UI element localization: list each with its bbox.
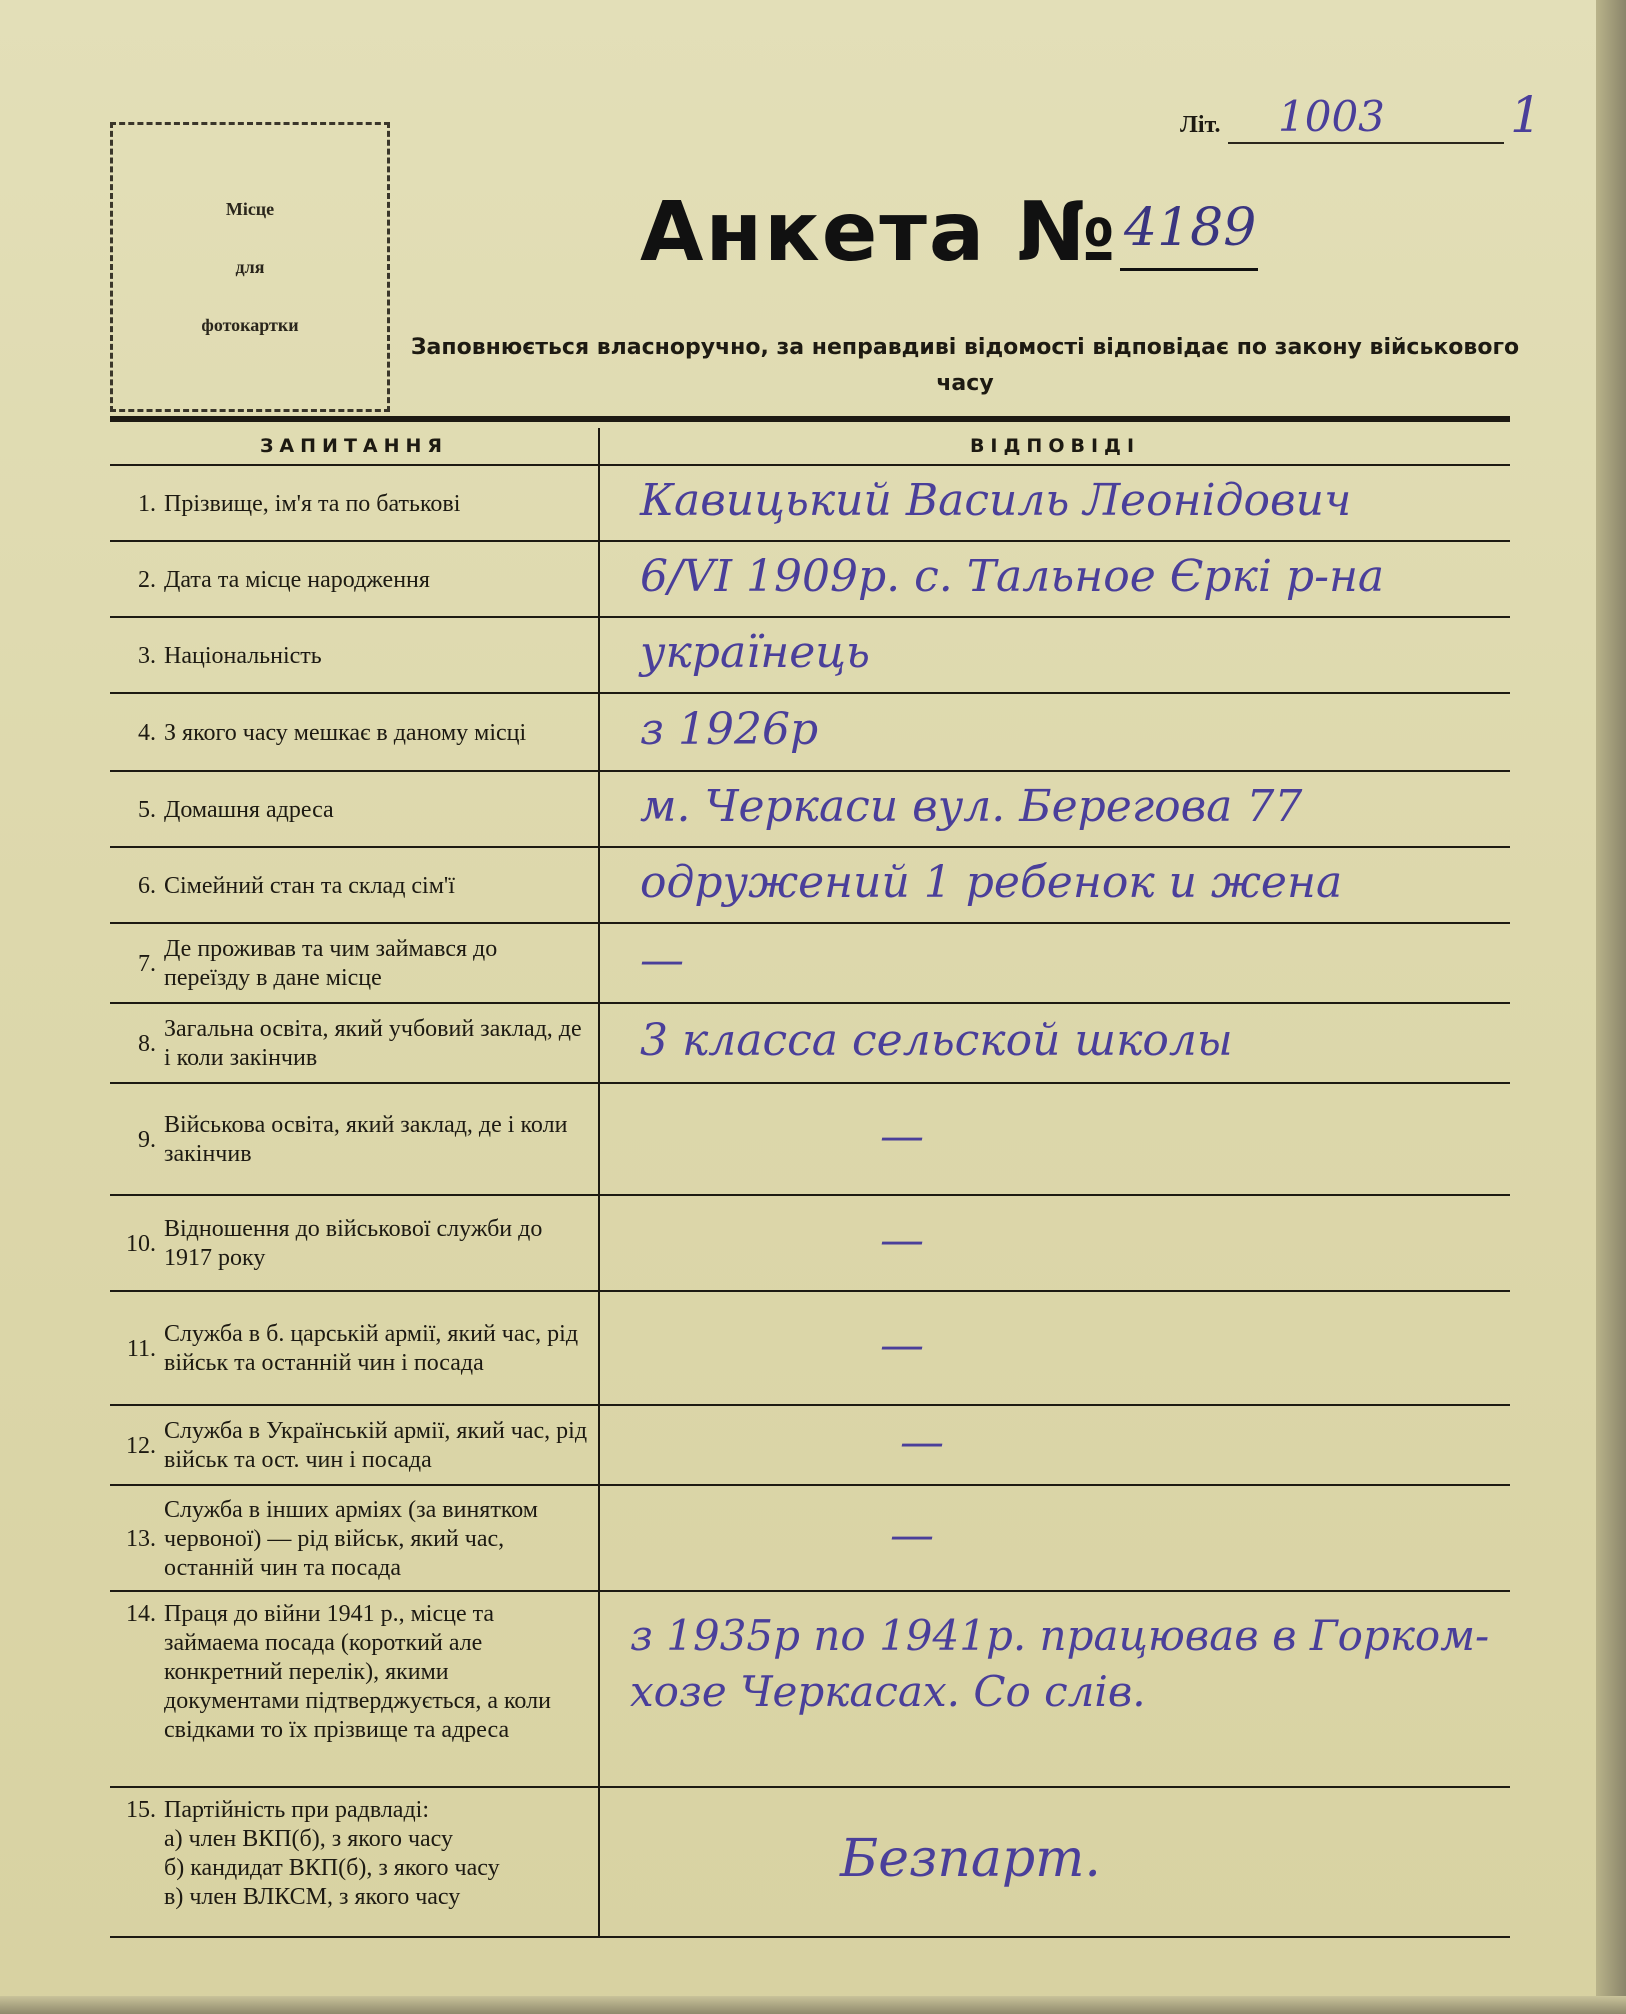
row-number: 15. [126,1797,156,1823]
row-question: Домашня адреса [164,796,334,823]
photo-label-line2: для [235,257,265,277]
table-row [110,542,1510,618]
table-row [110,1292,1510,1406]
table-row [110,1486,1510,1592]
row-question: Прізвище, ім'я та по батькові [164,490,461,517]
row-question: Служба в Українській армії, який час, рід військ та ост. чин і посада [164,1418,588,1473]
row-number: 1. [138,490,156,517]
row-question: Партійність при радвладі: [164,1797,430,1823]
row-number: 9. [138,1126,156,1153]
row-answer: — [640,934,684,986]
row-answer: — [880,1319,924,1371]
row-number: 7. [138,950,156,977]
column-questions: ЗАПИТАННЯ [110,428,600,464]
lit-sheet: 1 [1510,86,1542,144]
row-answer: — [880,1214,924,1266]
table-header [110,428,1510,466]
row-number: 2. [138,566,156,593]
table-row [110,772,1510,848]
party-option: в) член ВЛКСМ, з якого часу [164,1884,461,1910]
row-question: Сімейний стан та склад сім'ї [164,872,455,899]
table-row [110,1196,1510,1292]
row-question: Відношення до військової служби до 1917 року [164,1216,543,1271]
answer-line: хозе Черкасах. Со слів. [630,1667,1146,1716]
title-text: Анкета № [640,185,1118,280]
column-answers: ВІДПОВІДІ [969,435,1141,457]
row-answer: українець [640,626,870,678]
form-number-underline [1120,268,1258,271]
table-row [110,1592,1510,1788]
page-edge-bottom [0,1996,1626,2014]
row-answer: Безпарт. [840,1829,1101,1889]
row-number: 13. [126,1525,156,1552]
row-number: 8. [138,1030,156,1057]
party-option: б) кандидат ВКП(б), з якого часу [164,1855,500,1881]
page-edge-right [1596,0,1626,2014]
row-number: 11. [126,1335,156,1362]
form-subtitle: Заповнюється власноручно, за неправдиві відомості відповідає по закону військового часу [410,335,1520,396]
lit-value: 1003 [1278,92,1385,141]
table-row [110,848,1510,924]
row-number: 5. [138,796,156,823]
party-options [116,1825,500,1912]
photo-placeholder [110,122,390,412]
table-row [110,694,1510,772]
photo-label-line1: Місце [225,199,275,219]
row-number: 4. [138,719,156,746]
lit-label: Літ. [1180,112,1221,138]
questionnaire-table [110,428,1510,1938]
row-question: З якого часу мешкає в даному місці [164,719,527,746]
row-question: Праця до війни 1941 р., місце та займаема посада (короткий але конкретний перелік), якими документами підтверджується, а коли свідками то їх прізвище та адреса [164,1601,551,1743]
table-row [110,1406,1510,1486]
table-row [110,1084,1510,1196]
row-answer: 6/VI 1909р. с. Тальное Єркі р-на [640,550,1385,602]
row-number: 14. [126,1601,156,1627]
row-number: 3. [138,642,156,669]
table-row [110,1004,1510,1084]
row-question: Загальна освіта, який учбовий заклад, де і коли закінчив [164,1016,582,1071]
row-question: Служба в б. царській армії, який час, рід військ та останній чин і посада [164,1321,579,1376]
row-answer: — [880,1110,924,1162]
table-row [110,1788,1510,1938]
row-answer [630,1608,1489,1720]
row-answer: Кавицький Василь Леонідович [640,474,1352,526]
party-option: а) член ВКП(б), з якого часу [164,1826,453,1852]
row-answer: м. Черкаси вул. Береговa 77 [640,780,1303,832]
row-answer: — [900,1416,944,1468]
photo-label-line3: фотокартки [201,315,299,335]
row-question: Військова освіта, який заклад, де і коли закінчив [164,1112,568,1167]
row-answer: 3 класса сельской школы [640,1014,1233,1066]
row-number: 10. [126,1230,156,1257]
row-number: 6. [138,872,156,899]
table-row [110,618,1510,694]
row-answer: одружений 1 ребенок и жена [640,856,1343,908]
form-number: 4189 [1124,198,1257,258]
lit-underline [1228,142,1504,144]
row-question: Дата та місце народження [164,566,430,593]
row-question: Національність [164,642,322,669]
row-number: 12. [126,1432,156,1459]
table-row [110,924,1510,1004]
row-answer: — [890,1509,934,1561]
answer-line: з 1935р по 1941р. працював в Горком- [630,1611,1490,1660]
row-question: Служба в інших арміях (за винятком червоної) — рід військ, який час, останній чин та посада [164,1496,538,1581]
row-question: Де проживав та чим займався до переїзду в дане місце [164,936,498,991]
page-title [640,185,1117,280]
row-answer: з 1926р [640,703,819,755]
header-rule [110,416,1510,422]
table-row [110,466,1510,542]
